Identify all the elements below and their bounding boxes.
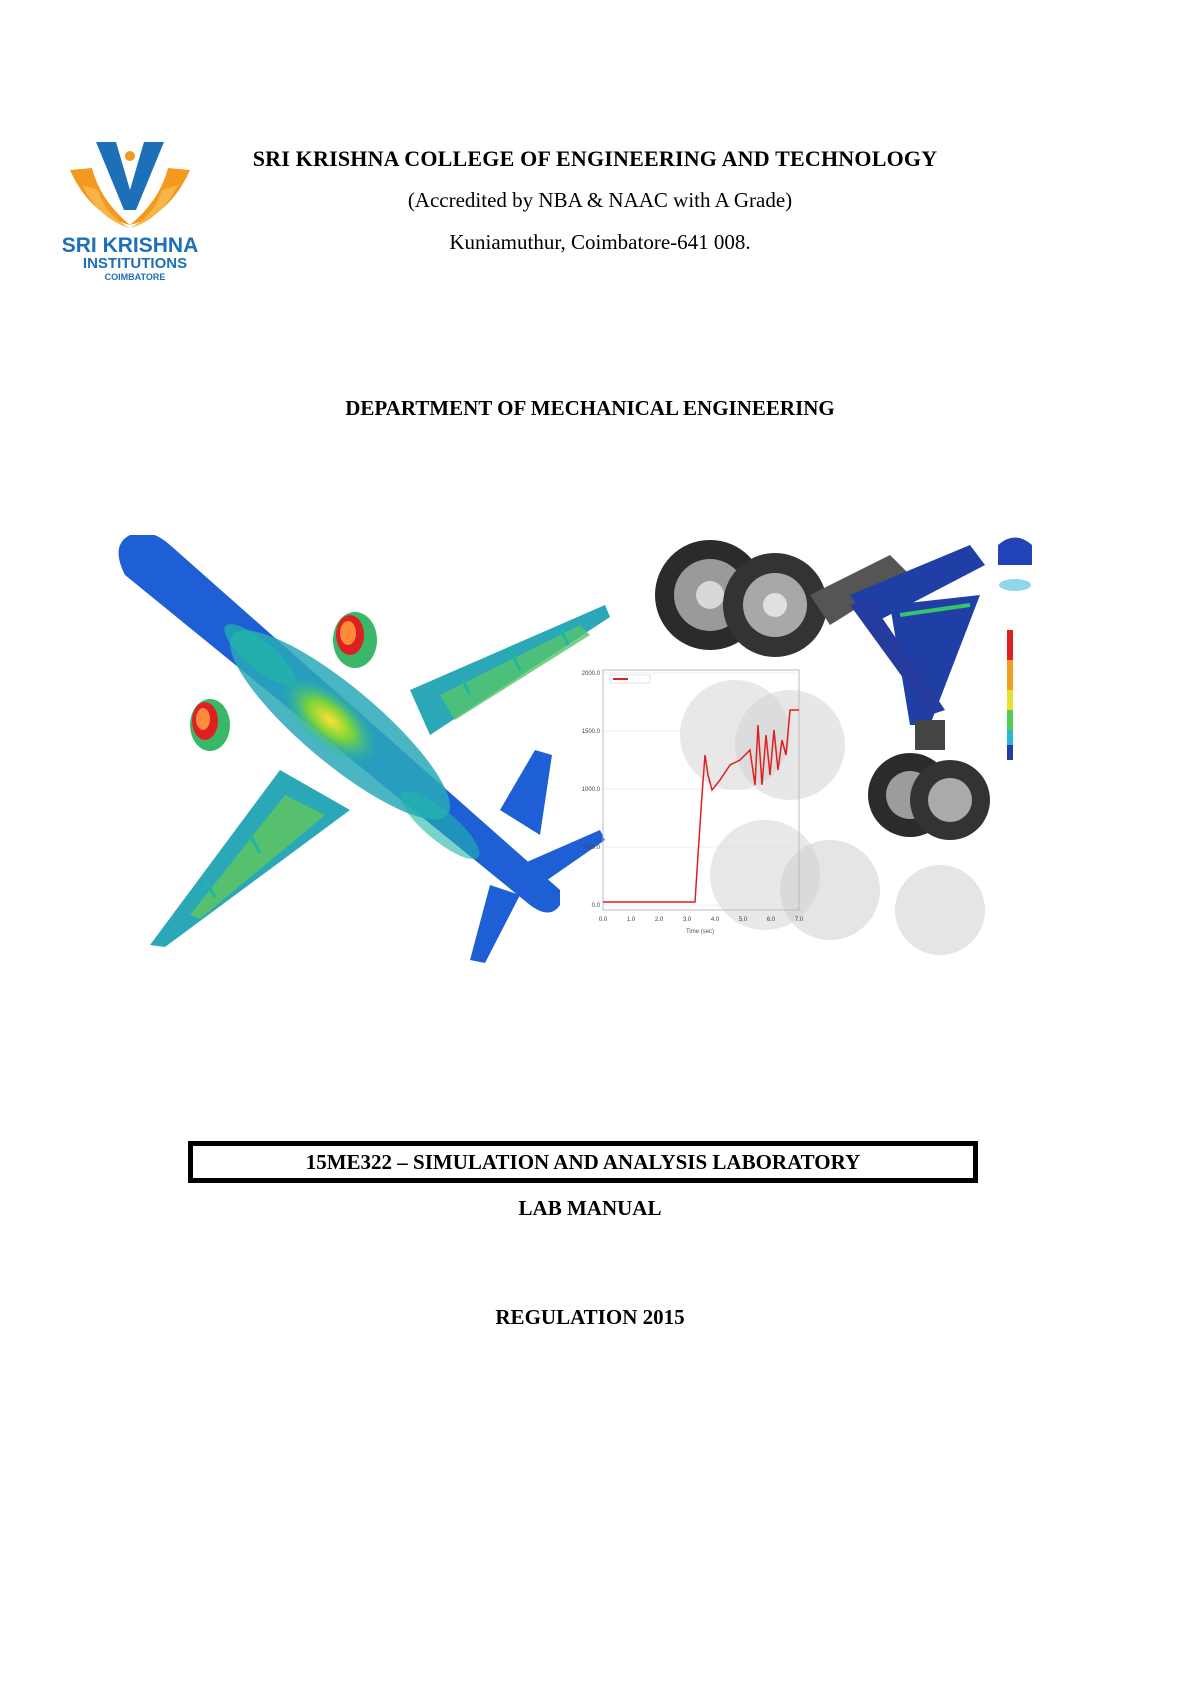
svg-text:COIMBATORE: COIMBATORE bbox=[104, 272, 166, 282]
chart-y-tick: 1000.0 bbox=[581, 787, 600, 793]
chart-x-tick: 4.0 bbox=[710, 917, 720, 923]
lab-manual-label: LAB MANUAL bbox=[518, 1196, 662, 1220]
chart-x-tick: 5.0 bbox=[738, 917, 748, 923]
college-name: SRI KRISHNA COLLEGE OF ENGINEERING AND TECHNOLOGY bbox=[252, 146, 938, 171]
simulation-illustration bbox=[110, 535, 1070, 975]
svg-text:INSTITUTIONS: INSTITUTIONS bbox=[82, 255, 188, 272]
institution-logo bbox=[60, 140, 200, 290]
engine-left bbox=[190, 699, 230, 751]
accreditation-line: (Accredited by NBA & NAAC with A Grade) bbox=[407, 188, 793, 212]
address-line: Kuniamuthur, Coimbatore-641 008. bbox=[449, 230, 751, 254]
chart-x-label: Time (sec) bbox=[685, 929, 715, 935]
airplane-fem-image bbox=[119, 535, 610, 963]
chart-x-tick: 2.0 bbox=[654, 917, 664, 923]
chart-x-tick: 7.0 bbox=[794, 917, 804, 923]
chart-y-tick: 0.0 bbox=[591, 903, 600, 909]
chart-x-tick: 1.0 bbox=[626, 917, 636, 923]
regulation-label: REGULATION 2015 bbox=[495, 1305, 685, 1329]
chart-x-tick: 3.0 bbox=[682, 917, 692, 923]
chart-y-tick: 2000.0 bbox=[581, 671, 600, 677]
course-title: 15ME322 – SIMULATION AND ANALYSIS LABORATORY bbox=[305, 1150, 861, 1174]
department-title: DEPARTMENT OF MECHANICAL ENGINEERING bbox=[345, 396, 835, 420]
svg-text:SRI KRISHNA: SRI KRISHNA bbox=[61, 234, 199, 257]
landing-gear-image bbox=[655, 538, 1032, 956]
chart-y-tick: 1500.0 bbox=[581, 729, 600, 735]
chart-x-tick: 0.0 bbox=[598, 917, 608, 923]
chart-y-tick: 500.0 bbox=[584, 845, 600, 851]
logo-emblem-icon bbox=[60, 140, 200, 290]
engine-right bbox=[333, 612, 377, 668]
chart-x-tick: 6.0 bbox=[766, 917, 776, 923]
